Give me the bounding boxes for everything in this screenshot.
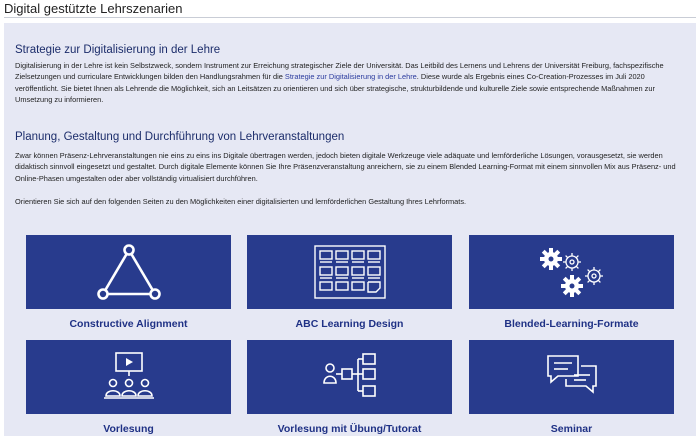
strategy-link[interactable]: Strategie zur Digitalisierung in der Lehre <box>284 72 417 82</box>
card-label-vorlesung-uebung[interactable]: Vorlesung mit Übung/Tutorat <box>277 423 422 435</box>
presentation-audience-icon <box>101 351 157 403</box>
section-planning-hint: Orientieren Sie sich auf den folgenden Seiten zu den Möglichkeiten einer digitalisierten und lernförderlichen Gestaltung Ihres Lehrformats. <box>15 197 467 206</box>
section-strategy-title: Strategie zur Digitalisierung in der Lehre <box>15 44 221 56</box>
strategy-text-part1: Digitalisierung in der Lehre ist kein Selbstzweck, sondern Instrument zur Erreichung strategischer Ziele der Universität. Das Leitbild des Lernens und Lehrens der Universität Freiburg, fachspezifische Zielsetzungen und curriculare Entwicklungen bilden den Handlungsrahmen für die <box>15 61 664 82</box>
title-divider <box>4 17 696 18</box>
card-label-constructive-alignment[interactable]: Constructive Alignment <box>69 318 188 330</box>
card-vorlesung-uebung[interactable] <box>247 340 452 414</box>
card-vorlesung[interactable] <box>26 340 231 414</box>
strategy-text-part2: . Diese wurde als Ergebnis eines Co-Creation-Prozesses im Juli 2020 veröffentlicht. Sie bietet Ihnen als Lehrende die Möglichkeit, sich an Leitsätzen zu orientieren und sich über strategische, strukturbildende und kulturelle Ziele sowie entsprechende Maßnahmen zur Umsetzung zu informieren. <box>15 72 655 105</box>
storyboard-icon <box>314 245 386 299</box>
page-title: Digital gestützte Lehrszenarien <box>4 1 183 16</box>
card-abc-learning-design[interactable] <box>247 235 452 309</box>
card-label-blended-learning[interactable]: Blended-Learning-Formate <box>504 318 639 330</box>
card-blended-learning[interactable] <box>469 235 674 309</box>
card-label-seminar[interactable]: Seminar <box>550 423 593 435</box>
card-constructive-alignment[interactable] <box>26 235 231 309</box>
card-seminar[interactable] <box>469 340 674 414</box>
gears-icon <box>537 245 607 299</box>
hierarchy-icon <box>322 351 378 403</box>
section-strategy-text <box>15 60 687 106</box>
section-planning-text: Zwar können Präsenz-Lehrveranstaltungen nie eins zu eins ins Digitale übertragen werden, jedoch bieten digitale Werkzeuge viele adäquate und lernförderliche Lösungen, vorausgesetzt, sie werden didaktisch sinnvoll eingesetzt und gestaltet. Durch digitale Elemente können Sie Ihre Präsenzveranstaltung anreichern, sie zu einem Blended Learning-Format mit einem sinnvollen Mix aus Präsenz- und Online-Phasen umgestalten oder aber vollständig virtualisiert durchführen. <box>15 151 676 183</box>
triangle-icon <box>94 242 164 302</box>
section-planning-title: Planung, Gestaltung und Durchführung von Lehrveranstaltungen <box>15 131 345 143</box>
chat-bubbles-icon <box>544 352 600 402</box>
card-label-abc-learning-design[interactable]: ABC Learning Design <box>295 318 404 330</box>
card-label-vorlesung[interactable]: Vorlesung <box>103 423 154 435</box>
